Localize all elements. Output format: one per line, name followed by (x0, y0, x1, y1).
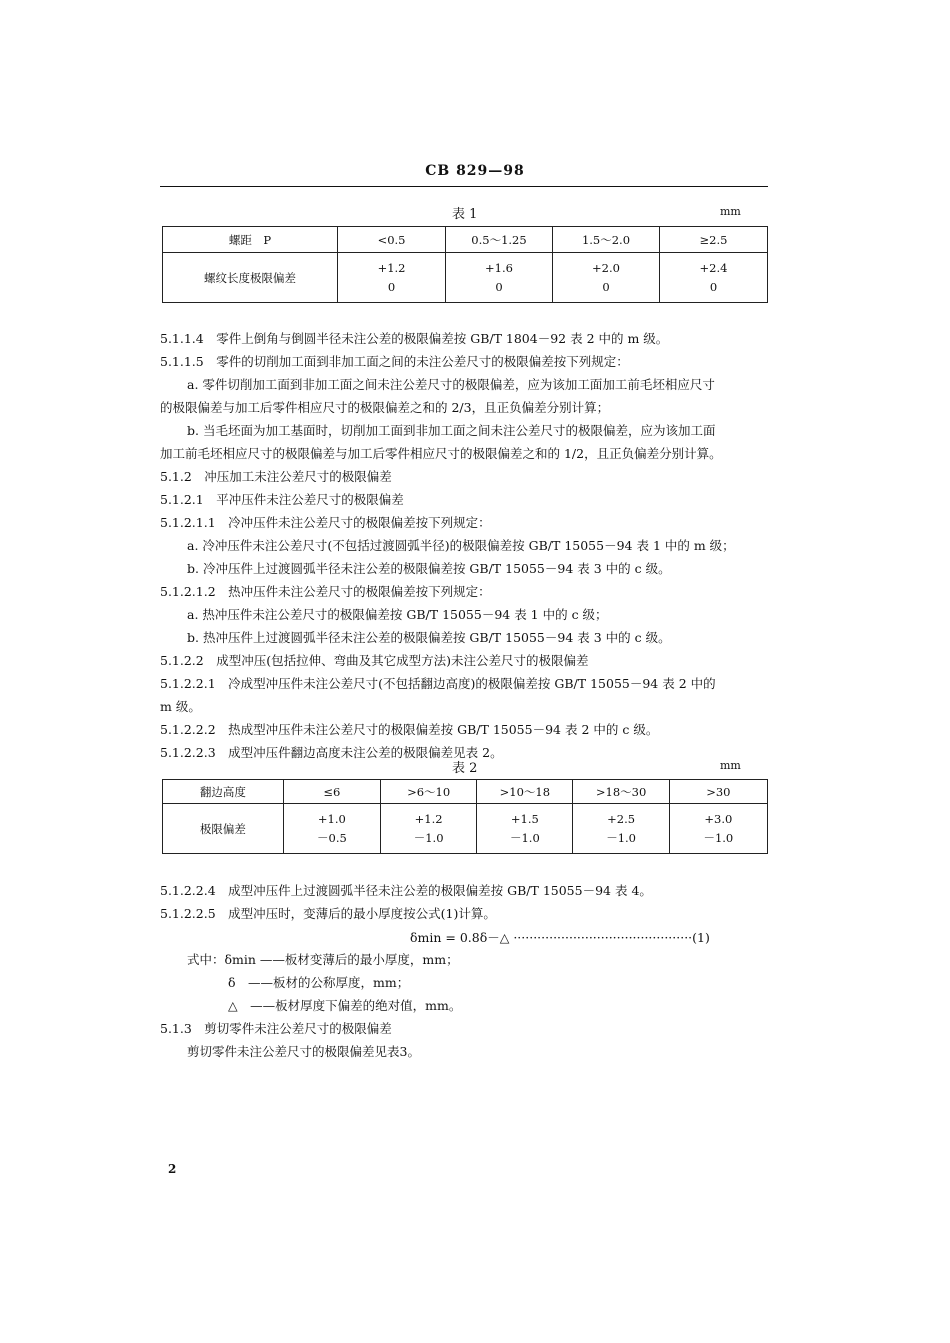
table2-row-height (163, 780, 768, 804)
table2-cell (573, 804, 669, 854)
item-a: a. 冷冲压件未注公差尺寸(不包括过渡圆弧半径)的极限偏差按 GB/T 15055－94 表 1 中的 m 级； (187, 538, 735, 553)
table1-cell (659, 253, 767, 303)
table1-row1-label: 螺距 P (163, 227, 338, 253)
lower-deviation: 0 (495, 279, 503, 294)
lower-deviation: －1.0 (703, 830, 734, 845)
table2-cell: >6～10 (381, 780, 477, 804)
clause-5-1-1-4: 5.1.1.4 零件上倒角与倒圆半径未注公差的极限偏差按 GB/T 1804－92 表 2 中的 m 级。 (160, 331, 669, 346)
lower-deviation: －1.0 (413, 830, 444, 845)
clause-5-1-2-2-1-line1: 5.1.2.2.1 冷成型冲压件未注公差尺寸(不包括翻边高度)的极限偏差按 GB/T 15055－94 表 2 中的 (160, 676, 716, 691)
clause-5-1-2-1: 5.1.2.1 平冲压件未注公差尺寸的极限偏差 (160, 492, 404, 507)
table2-row1-label: 翻边高度 (163, 780, 284, 804)
shear-reference: 剪切零件未注公差尺寸的极限偏差见表3。 (187, 1044, 420, 1059)
clause-5-1-2-1-2: 5.1.2.1.2 热冲压件未注公差尺寸的极限偏差按下列规定： (160, 584, 491, 599)
clause-5-1-2-2-5: 5.1.2.2.5 成型冲压时，变薄后的最小厚度按公式(1)计算。 (160, 906, 496, 921)
table2 (162, 779, 768, 854)
table1-row2-label: 螺纹长度极限偏差 (163, 253, 338, 303)
upper-deviation: +3.0 (704, 811, 733, 826)
table1-cell: <0.5 (338, 227, 446, 253)
item-b-line1: b. 当毛坯面为加工基面时，切削加工面到非加工面之间未注公差尺寸的极限偏差，应为该加工面 (187, 423, 716, 438)
upper-deviation: +1.6 (485, 260, 513, 275)
upper-deviation: +2.4 (699, 260, 728, 275)
page-number: 2 (168, 1162, 177, 1176)
lower-deviation: －1.0 (509, 830, 540, 845)
upper-deviation: +1.0 (317, 811, 346, 826)
item-b-line2: 加工前毛坯相应尺寸的极限偏差与加工后零件相应尺寸的极限偏差之和的 1/2，且正负偏差分别计算。 (160, 446, 722, 461)
table1-cell (553, 253, 660, 303)
table2-row2-label: 极限偏差 (163, 804, 284, 854)
table1-cell: 1.5～2.0 (553, 227, 660, 253)
table2-cell (381, 804, 477, 854)
standard-code: CB 829—98 (425, 163, 525, 179)
clause-5-1-2-2: 5.1.2.2 成型冲压(包括拉伸、弯曲及其它成型方法)未注公差尺寸的极限偏差 (160, 653, 589, 668)
lower-deviation: －1.0 (606, 830, 636, 845)
clause-5-1-3: 5.1.3 剪切零件未注公差尺寸的极限偏差 (160, 1021, 392, 1036)
table2-cell: >30 (669, 780, 767, 804)
table1-cell: 0.5～1.25 (446, 227, 553, 253)
formula-1: δmin = 0.8δ－△ ·············································(1) (410, 930, 710, 945)
table2-row-deviation (163, 804, 768, 854)
clause-5-1-2-2-2: 5.1.2.2.2 热成型冲压件未注公差尺寸的极限偏差按 GB/T 15055－94 表 2 中的 c 级。 (160, 722, 659, 737)
table1-cell (338, 253, 446, 303)
lower-deviation: 0 (709, 279, 718, 294)
item-a-line1: a. 零件切削加工面到非加工面之间未注公差尺寸的极限偏差，应为该加工面加工前毛坯相应尺寸 (187, 377, 715, 392)
clause-5-1-2-2-4: 5.1.2.2.4 成型冲压件上过渡圆弧半径未注公差的极限偏差按 GB/T 15055－94 表 4。 (160, 883, 652, 898)
header-rule (160, 186, 768, 187)
clause-5-1-1-5: 5.1.1.5 零件的切削加工面到非加工面之间的未注公差尺寸的极限偏差按下列规定： (160, 354, 629, 369)
upper-deviation: +1.5 (510, 811, 539, 826)
table1-cell: ≥2.5 (659, 227, 767, 253)
lower-deviation: 0 (387, 279, 396, 294)
clause-5-1-2-2-3: 5.1.2.2.3 成型冲压件翻边高度未注公差的极限偏差见表 2。 (160, 745, 503, 760)
lower-deviation: －0.5 (317, 830, 347, 845)
clause-5-1-2: 5.1.2 冲压加工未注公差尺寸的极限偏差 (160, 469, 392, 484)
upper-deviation: +2.0 (592, 260, 620, 275)
item-a: a. 热冲压件未注公差尺寸的极限偏差按 GB/T 15055－94 表 1 中的 c 级； (187, 607, 608, 622)
where-delta: δ ——板材的公称厚度，mm； (228, 975, 410, 990)
clause-5-1-2-2-1-line2: m 级。 (160, 699, 201, 714)
table2-title: 表 2 (452, 761, 478, 776)
table2-unit: mm (720, 759, 741, 772)
table2-cell (669, 804, 767, 854)
table1-row-pitch (163, 227, 768, 253)
table2-cell (283, 804, 380, 854)
lower-deviation: 0 (602, 279, 610, 294)
upper-deviation: +2.5 (607, 811, 636, 826)
where-dmin: 式中：δmin ——板材变薄后的最小厚度，mm； (187, 952, 459, 967)
table2-cell: >18～30 (573, 780, 669, 804)
table2-cell: ≤6 (283, 780, 380, 804)
table1-row-deviation (163, 253, 768, 303)
item-b: b. 冷冲压件上过渡圆弧半径未注公差的极限偏差按 GB/T 15055－94 表 3 中的 c 级。 (187, 561, 671, 576)
table1 (162, 226, 768, 303)
table1-unit: mm (720, 205, 741, 218)
table1-cell (446, 253, 553, 303)
item-b: b. 热冲压件上过渡圆弧半径未注公差的极限偏差按 GB/T 15055－94 表 3 中的 c 级。 (187, 630, 671, 645)
clause-5-1-2-1-1: 5.1.2.1.1 冷冲压件未注公差尺寸的极限偏差按下列规定： (160, 515, 491, 530)
upper-deviation: +1.2 (414, 811, 443, 826)
upper-deviation: +1.2 (377, 260, 406, 275)
item-a-line2: 的极限偏差与加工后零件相应尺寸的极限偏差之和的 2/3，且正负偏差分别计算； (160, 400, 610, 415)
table1-title: 表 1 (452, 207, 478, 222)
where-triangle: △ ——板材厚度下偏差的绝对值，mm。 (228, 998, 462, 1013)
table2-cell (477, 804, 573, 854)
table2-cell: >10～18 (477, 780, 573, 804)
